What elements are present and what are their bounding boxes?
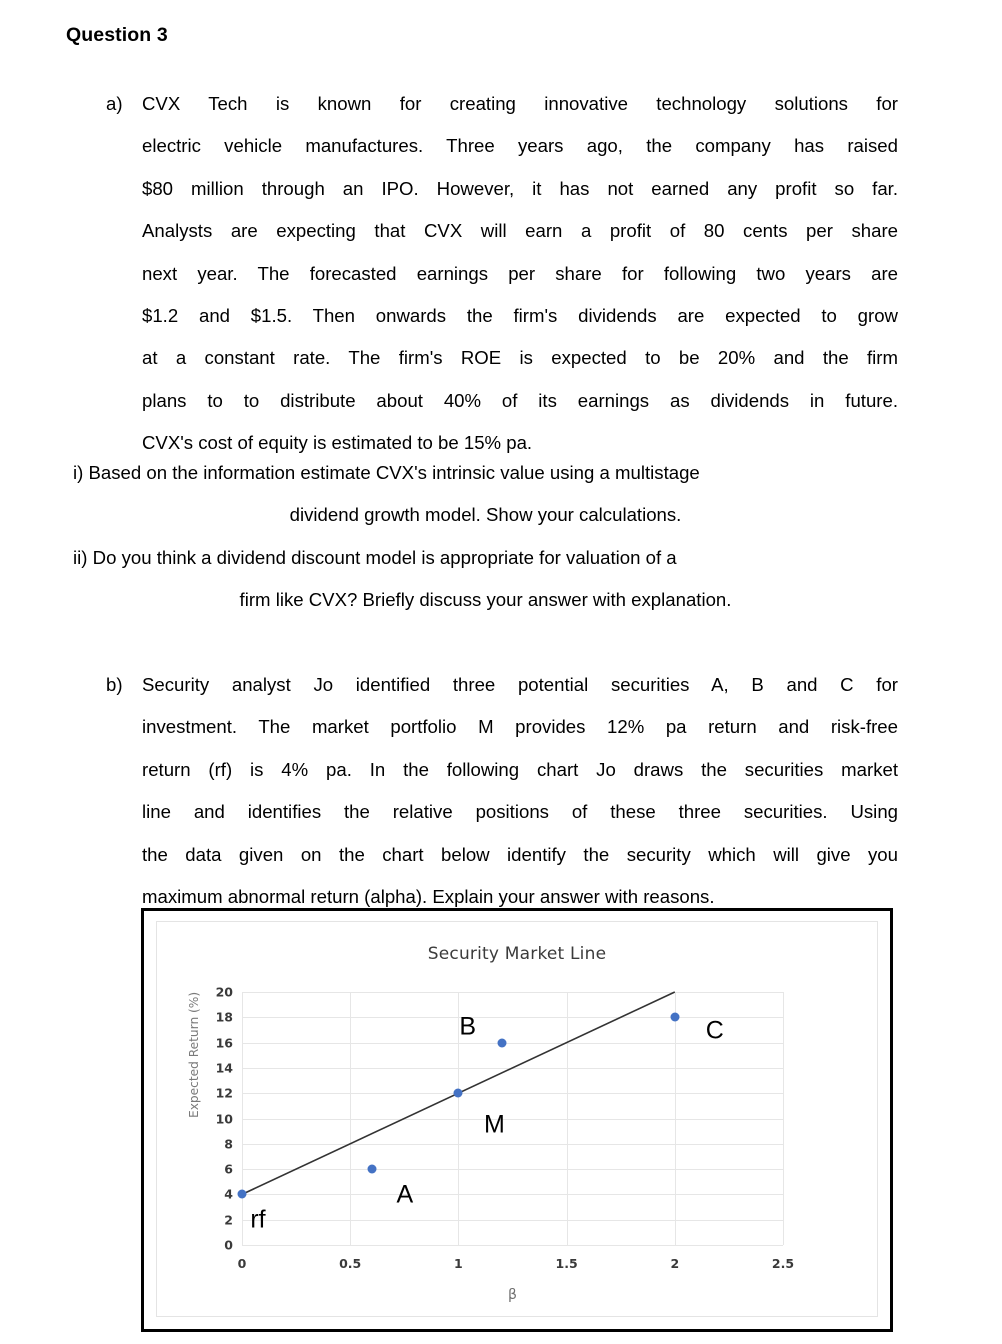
- data-point-c: [670, 1013, 679, 1022]
- text-line: Security analyst Jo identified three potential securities A, B and C for: [142, 674, 898, 695]
- point-label-rf: rf: [250, 1205, 266, 1234]
- part-i-line2: dividend growth model. Show your calculations.: [289, 504, 682, 526]
- x-axis-label: β: [508, 1287, 517, 1303]
- x-tick-label: 1.5: [555, 1256, 578, 1271]
- text-line: $1.2 and $1.5. Then onwards the firm's dividends are expected to grow: [142, 305, 898, 327]
- part-b-text: [106, 664, 898, 918]
- y-tick-label: 10: [215, 1111, 233, 1126]
- question-part-b: [106, 664, 898, 918]
- part-ii-marker: ii): [73, 547, 88, 568]
- text-line: the data given on the chart below identify the security which will give you: [142, 843, 898, 865]
- part-i-marker: i): [73, 462, 84, 483]
- part-ii-text: [73, 537, 898, 622]
- text-line: electric vehicle manufactures. Three years ago, the company has raised: [142, 135, 898, 157]
- text-line: at a constant rate. The firm's ROE is expected to be 20% and the firm: [142, 347, 898, 369]
- y-axis-label: Expected Return (%): [187, 991, 201, 1118]
- y-tick-label: 0: [224, 1237, 233, 1253]
- x-tick-label: 1: [454, 1256, 463, 1271]
- x-tick-label: 0.5: [339, 1256, 362, 1271]
- text-line: Analysts are expecting that CVX will earn a profit of 80 cents per share: [142, 220, 898, 242]
- text-line: plans to to distribute about 40% of its earnings as dividends in future.: [142, 389, 898, 411]
- text-line: next year. The forecasted earnings per share for following two years are: [142, 262, 898, 284]
- part-ii-line1: Do you think a dividend discount model is appropriate for valuation of a: [92, 547, 677, 568]
- part-a-marker: a): [106, 93, 123, 114]
- y-tick-label: 18: [215, 1009, 233, 1025]
- data-point-m: [454, 1089, 463, 1098]
- y-tick-label: 4: [224, 1186, 233, 1202]
- text-line: return (rf) is 4% pa. In the following chart Jo draws the securities market: [142, 758, 898, 780]
- y-tick-label: 12: [215, 1085, 233, 1101]
- x-tick-label: 2.5: [771, 1256, 795, 1271]
- y-tick-label: 6: [224, 1161, 233, 1177]
- point-label-b: B: [459, 1012, 477, 1041]
- y-tick-label: 14: [215, 1060, 233, 1076]
- y-tick-label: 2: [224, 1212, 233, 1228]
- part-b-marker: b): [106, 674, 123, 695]
- chart-canvas: [156, 921, 878, 1317]
- x-tick-label: 2: [670, 1256, 680, 1271]
- y-tick-label: 8: [224, 1136, 233, 1152]
- question-part-a: [106, 83, 898, 465]
- data-point-rf: [238, 1190, 247, 1199]
- text-line: line and identifies the relative positions of these three securities. Using: [142, 801, 898, 823]
- question-part-i: [73, 452, 898, 537]
- text-line: $80 million through an IPO. However, it has not earned any profit so far.: [142, 177, 898, 199]
- data-point-a: [367, 1165, 376, 1174]
- data-point-b: [497, 1038, 506, 1047]
- question-part-ii: [73, 537, 898, 622]
- text-line: investment. The market portfolio M provides 12% pa return and risk-free: [142, 716, 898, 738]
- text-line: CVX's cost of equity is estimated to be 15% pa.: [142, 432, 533, 454]
- gridline-horizontal: [242, 1245, 783, 1246]
- y-tick-label: 16: [215, 1035, 233, 1051]
- text-line: maximum abnormal return (alpha). Explain your answer with reasons.: [142, 886, 715, 908]
- text-line: [73, 537, 898, 579]
- text-line: [73, 452, 898, 494]
- text-line: CVX Tech is known for creating innovative technology solutions for: [142, 93, 898, 114]
- point-label-a: A: [396, 1180, 414, 1209]
- part-i-line1: Based on the information estimate CVX's intrinsic value using a multistage: [88, 462, 700, 483]
- page-title: Question 3: [66, 24, 168, 46]
- part-ii-line2: firm like CVX? Briefly discuss your answer with explanation.: [239, 589, 732, 611]
- security-market-line: [242, 992, 783, 1245]
- y-tick-label: 20: [215, 984, 233, 1000]
- gridline-vertical: [783, 992, 784, 1245]
- part-a-text: [106, 83, 898, 465]
- x-tick-label: 0: [237, 1256, 247, 1271]
- plot-area: [215, 984, 795, 1271]
- chart-title: Security Market Line: [427, 944, 607, 964]
- chart-figure: [141, 908, 893, 1332]
- part-i-text: [73, 452, 898, 537]
- point-label-m: M: [483, 1110, 505, 1139]
- point-label-c: C: [705, 1016, 724, 1045]
